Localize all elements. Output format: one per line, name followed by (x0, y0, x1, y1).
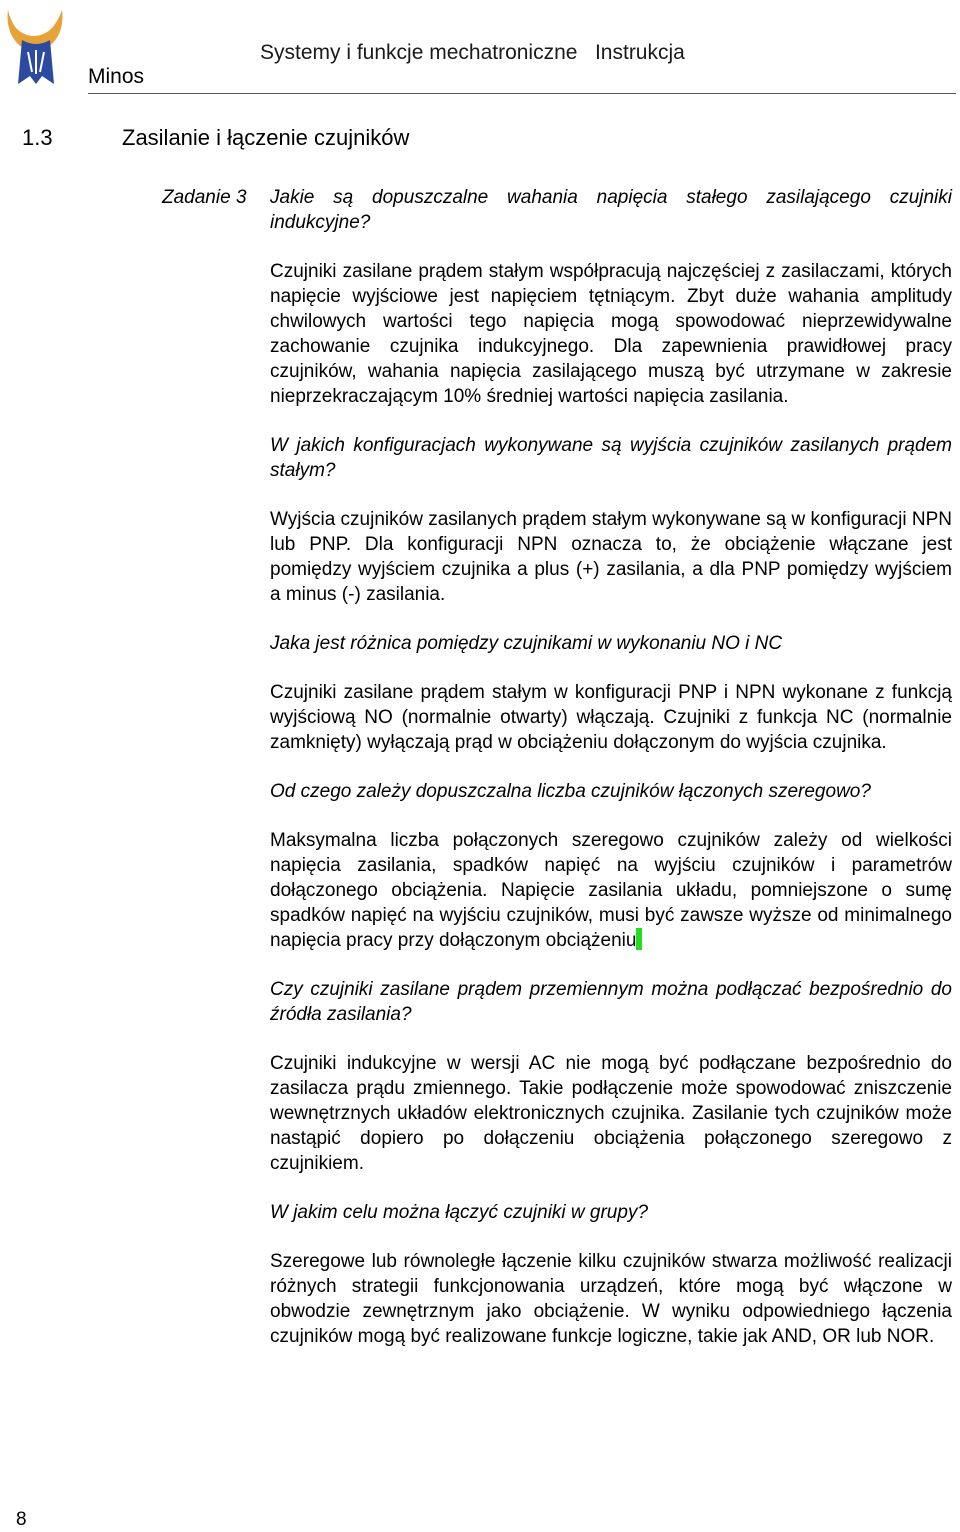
answer-4 (270, 828, 952, 953)
answer-2: Wyjścia czujników zasilanych prądem stałym wykonywane są w konfiguracji NPN lub PNP. Dla konfiguracji NPN oznacza to, że obciążenie włączane jest pomiędzy wyjściem czujnika a plus (+) zasilania, a dla PNP pomiędzy wyjściem a minus (-) zasilania. (270, 509, 952, 605)
section-title: Zasilanie i łączenie czujników (122, 125, 410, 150)
task-label: Zadanie 3 (162, 187, 247, 208)
answer-4-text: Maksymalna liczba połączonych szeregowo czujników zależy od wielkości napięcia zasilania, spadków napięć na wyjściu czujników i parametrów dołączonego obciążenia. Napięcie zasilania układu, pomniejszone o sumę spadków napięć na wyjściu czujników, musi być zawsze wyższe od minimalnego napięcia pracy przy dołączonym obciążeniu (270, 830, 952, 951)
answer-3: Czujniki zasilane prądem stałym w konfiguracji PNP i NPN wykonane z funkcją wyjściową NO (normalnie otwarty) włączają. Czujniki z funkcja NC (normalnie zamknięty) wyłączają prąd w obciążeniu dołączonym do wyjścia czujnika. (270, 682, 952, 753)
section-heading (22, 124, 409, 152)
minos-logo (4, 6, 70, 88)
question-1: Jakie są dopuszczalne wahania napięcia stałego zasilającego czujniki indukcyjne? (270, 187, 952, 233)
question-2: W jakich konfiguracjach wykonywane są wyjścia czujników zasilanych prądem stałym? (270, 435, 952, 481)
section-number: 1.3 (22, 125, 53, 150)
question-3: Jaka jest różnica pomiędzy czujnikami w wykonaniu NO i NC (270, 633, 783, 654)
answer-5: Czujniki indukcyjne w wersji AC nie mogą być podłączane bezpośrednio do zasilacza prądu zmiennego. Takie podłączenie może spowodować zniszczenie wewnętrznych układów elektronicznych czujnika. Zasilanie tych czujników może nastąpić dopiero po dołączeniu obciążenia połączonego szeregowo z czujnikiem. (270, 1053, 952, 1174)
task-body (270, 185, 952, 1373)
question-6: W jakim celu można łączyć czujniki w grupy? (270, 1202, 649, 1223)
header-title: Systemy i funkcje mechatroniczne Instrukcja (260, 41, 685, 64)
header-divider (88, 93, 956, 94)
header-org: Minos (88, 65, 145, 88)
answer-1: Czujniki zasilane prądem stałym współpracują najczęściej z zasilaczami, których napięcie wyjściowe jest napięciem tętniącym. Zbyt duże wahania amplitudy chwilowych wartości tego napięcia mogą spowodować nieprzewidywalne zachowanie czujnika indukcyjnego. Dla zapewnienia prawidłowej pracy czujników, wahania napięcia zasilającego muszą być utrzymane w zakresie nieprzekraczającym 10% średniej wartości napięcia zasilania. (270, 261, 952, 407)
question-5: Czy czujniki zasilane prądem przemiennym można podłączać bezpośrednio do źródła zasilania? (270, 979, 952, 1025)
page-number: 8 (16, 1509, 27, 1530)
question-4: Od czego zależy dopuszczalna liczba czujników łączonych szeregowo? (270, 781, 871, 802)
answer-6: Szeregowe lub równoległe łączenie kilku czujników stwarza możliwość realizacji różnych strategii funkcjonowania urządzeń, które mogą być włączone w obwodzie zewnętrznym jako obciążenie. W wyniku odpowiedniego łączenia czujników mogą być realizowane funkcje logiczne, takie jak AND, OR lub NOR. (270, 1251, 952, 1347)
highlight-marker (636, 928, 642, 950)
